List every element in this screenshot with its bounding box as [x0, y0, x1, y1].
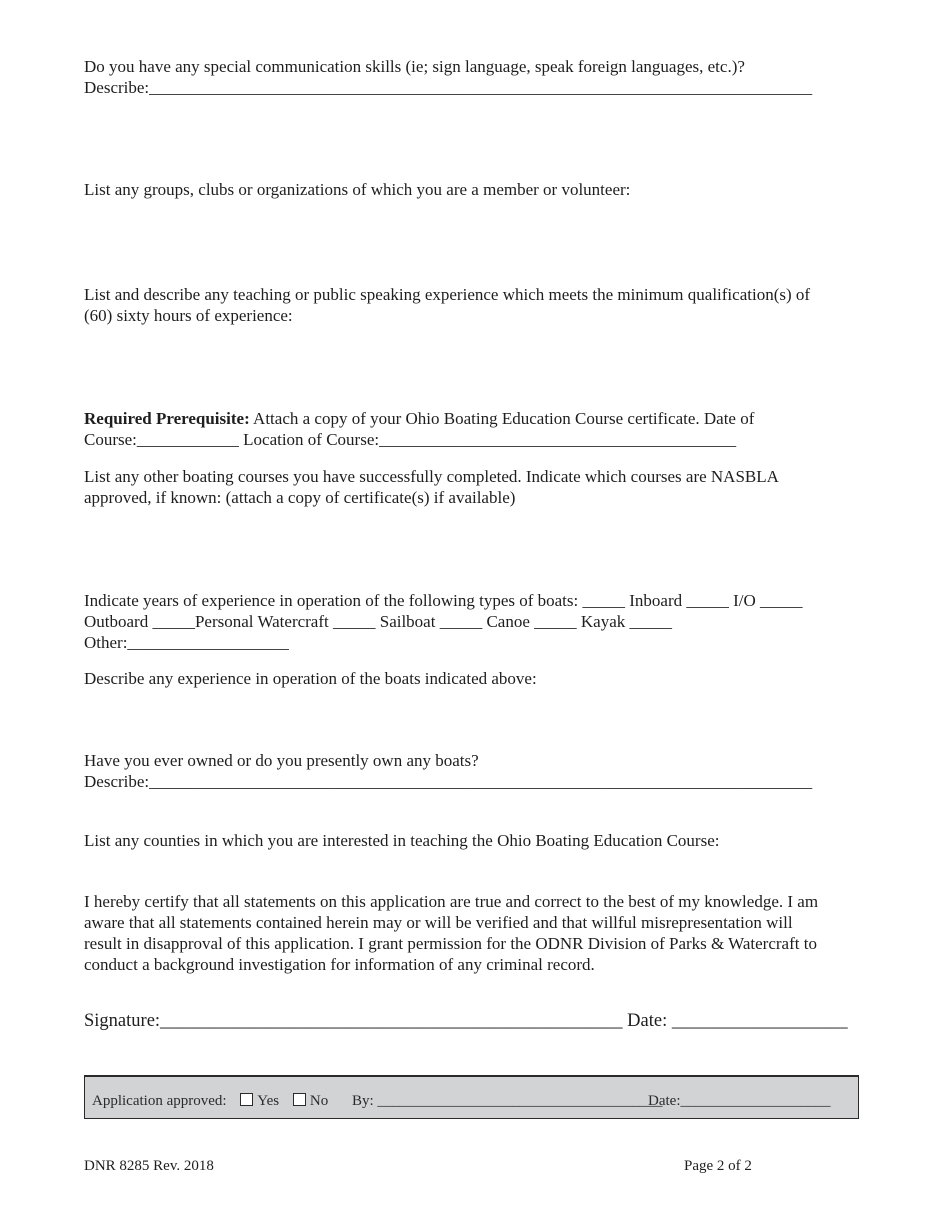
- approved-by-field[interactable]: By: ______________________________________: [351, 1093, 663, 1109]
- certification-line-1: I hereby certify that all statements on this application are true and correct to the best of my knowledge. I am: [84, 892, 819, 911]
- teaching-line-1: List and describe any teaching or public speaking experience which meets the minimum qualification(s) of: [84, 285, 811, 304]
- certification-line-4: conduct a background investigation for information of any criminal record.: [84, 955, 595, 974]
- certification-line-3: result in disapproval of this application. I grant permission for the ODNR Division of Parks & Watercraft to: [84, 934, 817, 953]
- teaching-experience-question: [84, 284, 864, 326]
- other-courses-question: [84, 466, 864, 508]
- teaching-line-2: (60) sixty hours of experience:: [84, 306, 293, 325]
- boat-types-line-1[interactable]: Indicate years of experience in operation of the following types of boats: _____ Inboard _____ I/O _____: [84, 591, 803, 610]
- no-checkbox[interactable]: [293, 1093, 306, 1106]
- boat-ownership-question: [84, 750, 864, 792]
- yes-checkbox[interactable]: [240, 1093, 253, 1106]
- yes-label: Yes: [257, 1093, 280, 1109]
- ownership-describe-field[interactable]: Describe:______________________________________________________________________________: [84, 772, 813, 791]
- prerequisite-instruction: Attach a copy of your Ohio Boating Education Course certificate. Date of: [249, 409, 755, 428]
- communication-question-text: Do you have any special communication skills (ie; sign language, speak foreign languages, etc.)?: [84, 57, 745, 76]
- other-courses-line-1: List any other boating courses you have successfully completed. Indicate which courses are NASBLA: [84, 467, 779, 486]
- groups-question-text: List any groups, clubs or organizations of which you are a member or volunteer:: [84, 180, 631, 199]
- approved-label: Application approved:: [92, 1093, 227, 1109]
- page-number: Page 2 of 2: [684, 1158, 752, 1174]
- required-prerequisite: [84, 408, 864, 450]
- counties-question-text: List any counties in which you are interested in teaching the Ohio Boating Education Course:: [84, 831, 720, 850]
- groups-question: [84, 179, 864, 200]
- signature-row: [84, 1011, 864, 1032]
- approval-date-field[interactable]: Date:____________________: [648, 1093, 831, 1109]
- communication-describe-field[interactable]: Describe:______________________________________________________________________________: [84, 78, 813, 97]
- no-label: No: [309, 1093, 329, 1109]
- prerequisite-label: Required Prerequisite:: [84, 409, 250, 428]
- office-use-box: [84, 1075, 859, 1119]
- boat-types-experience: [84, 590, 864, 653]
- course-date-location-fields[interactable]: Course:____________ Location of Course:__________________________________________: [84, 430, 737, 449]
- boat-experience-question: [84, 668, 864, 689]
- form-id: DNR 8285 Rev. 2018: [84, 1158, 214, 1174]
- signature-date-fields[interactable]: Signature:__________________________________________________ Date: ___________________: [84, 1011, 848, 1031]
- boat-types-other-field[interactable]: Other:___________________: [84, 633, 289, 652]
- certification-statement: [84, 891, 864, 975]
- certification-line-2: aware that all statements contained herein may or will be verified and that willful misrepresentation will: [84, 913, 793, 932]
- boat-types-line-2[interactable]: Outboard _____Personal Watercraft _____ Sailboat _____ Canoe _____ Kayak _____: [84, 612, 673, 631]
- boat-experience-text: Describe any experience in operation of the boats indicated above:: [84, 669, 537, 688]
- counties-question: [84, 830, 864, 851]
- approval-row: [92, 1091, 662, 1112]
- communication-skills-question: [84, 56, 864, 98]
- ownership-question-text: Have you ever owned or do you presently own any boats?: [84, 751, 479, 770]
- other-courses-line-2: approved, if known: (attach a copy of certificate(s) if available): [84, 488, 516, 507]
